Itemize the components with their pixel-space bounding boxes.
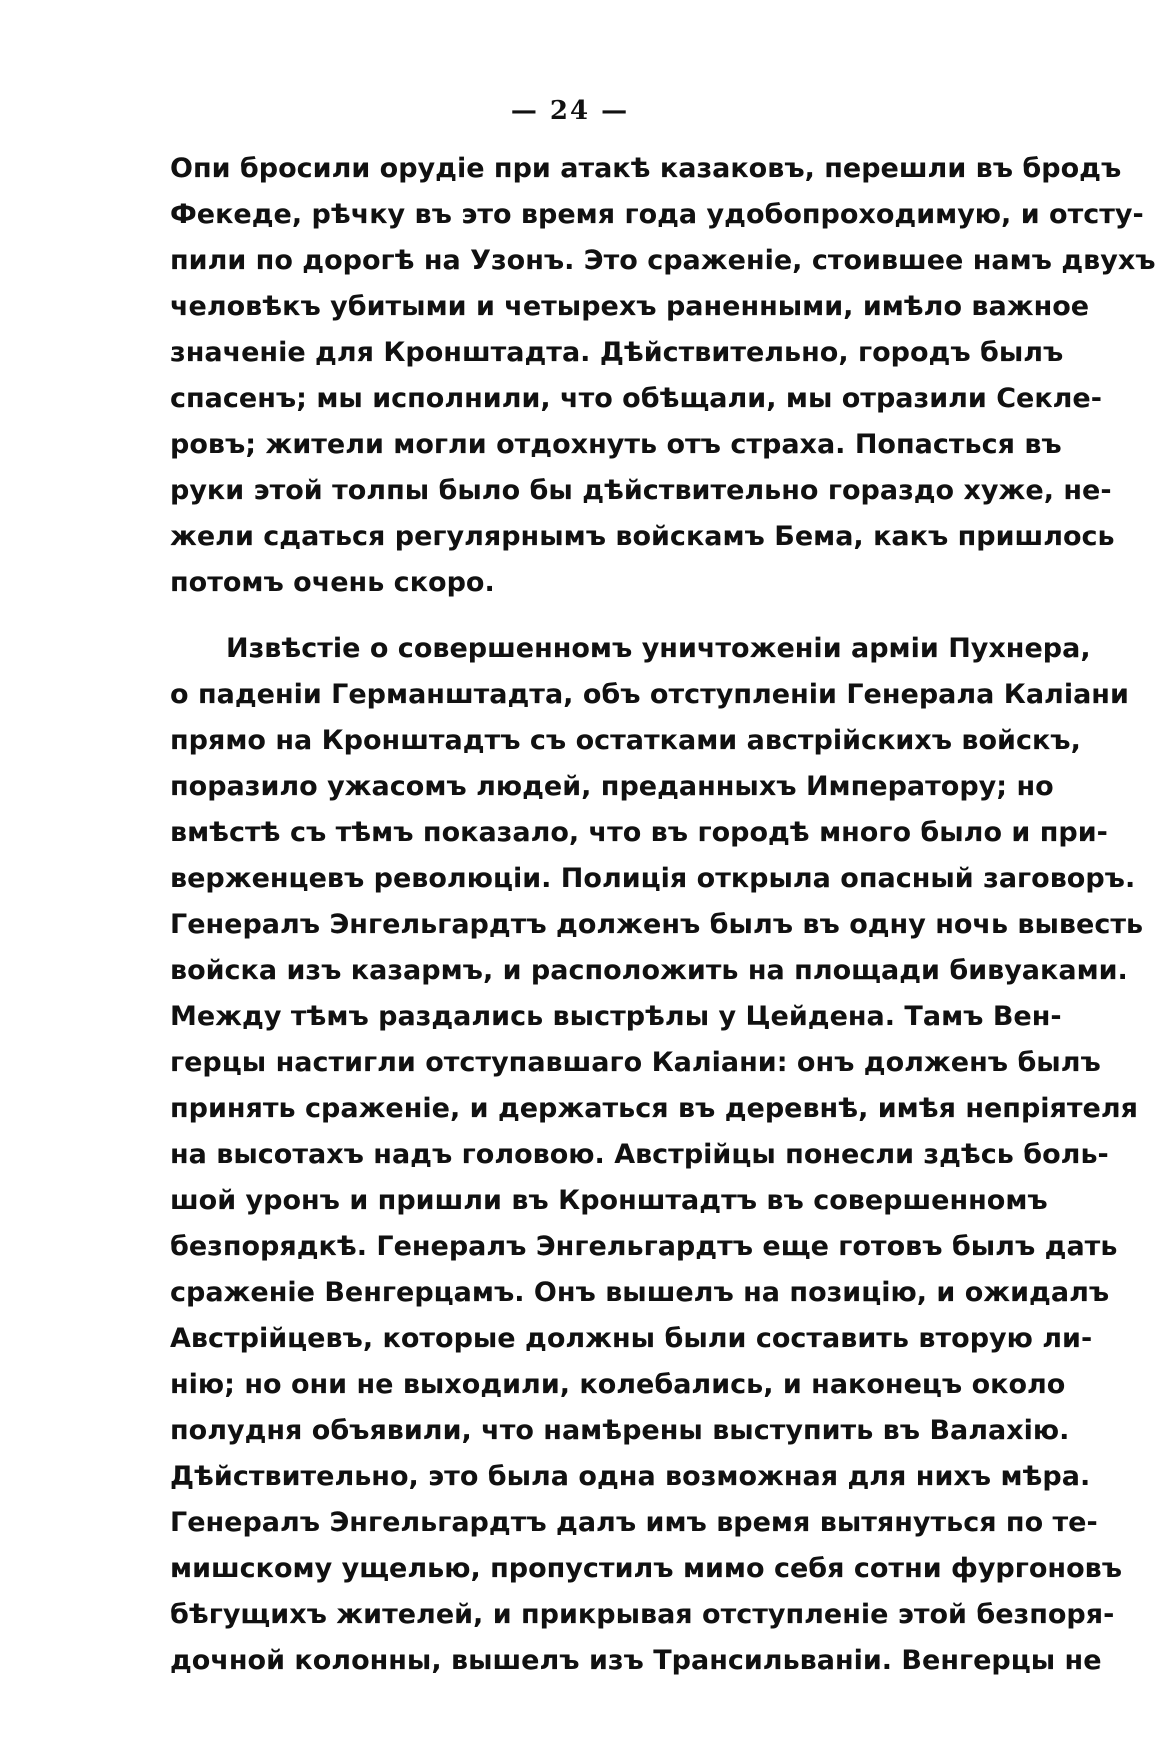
text-line: потомъ очень скоро. — [170, 567, 495, 598]
text-line: герцы настигли отступавшаго Каліани: онъ долженъ былъ — [170, 1047, 1101, 1078]
text-line: прямо на Кронштадтъ съ остатками австрійскихъ войскъ, — [170, 725, 1081, 756]
text-line: ровъ; жители могли отдохнуть отъ страха. Попасться въ — [170, 429, 1062, 460]
text-line: на высотахъ надъ головою. Австрійцы понесли здѣсь боль- — [170, 1139, 1109, 1170]
text-line: верженцевъ революціи. Полиція открыла опасный заговоръ. — [170, 863, 1136, 894]
body-text — [170, 146, 1156, 1684]
text-line: сраженіе Венгерцамъ. Онъ вышелъ на позицію, и ожидалъ — [170, 1277, 1110, 1308]
text-line: поразило ужасомъ людей, преданныхъ Императору; но — [170, 771, 1054, 802]
text-line: Австрійцевъ, которые должны были составить вторую ли- — [170, 1323, 1093, 1354]
text-line: нію; но они не выходили, колебались, и наконецъ около — [170, 1369, 1066, 1400]
text-line: дочной колонны, вышелъ изъ Трансильваніи. Венгерцы не — [170, 1645, 1102, 1676]
text-line: Генералъ Энгельгардтъ долженъ былъ въ одну ночь вывесть — [170, 909, 1144, 940]
text-line: Дѣйствительно, это была одна возможная для нихъ мѣра. — [170, 1461, 1091, 1492]
text-line: значеніе для Кронштадта. Дѣйствительно, городъ былъ — [170, 337, 1064, 368]
text-line: принять сраженіе, и держаться въ деревнѣ, имѣя непріятеля — [170, 1093, 1138, 1124]
text-line: вмѣстѣ съ тѣмъ показало, что въ городѣ много было и при- — [170, 817, 1108, 848]
text-line: спасенъ; мы исполнили, что обѣщали, мы отразили Секле- — [170, 383, 1102, 414]
text-line: пили по дорогѣ на Узонъ. Это сраженіе, стоившее намъ двухъ — [170, 245, 1156, 276]
text-line: полудня объявили, что намѣрены выступить въ Валахію. — [170, 1415, 1070, 1446]
text-line: Опи бросили орудіе при атакѣ казаковъ, перешли въ бродъ — [170, 153, 1122, 184]
paragraph-gap — [170, 606, 996, 626]
text-line: Фекеде, рѣчку въ это время года удобопроходимую, и отсту- — [170, 199, 1144, 230]
paragraph-1 — [170, 146, 1156, 606]
paragraph-2 — [170, 626, 1144, 1684]
text-line: жели сдаться регулярнымъ войскамъ Бема, какъ пришлось — [170, 521, 1115, 552]
text-line: войска изъ казармъ, и расположить на площади бивуаками. — [170, 955, 1128, 986]
text-line: о паденіи Германштадта, объ отступленіи Генерала Каліани — [170, 679, 1129, 710]
text-line: бѣгущихъ жителей, и прикрывая отступленіе этой безпоря- — [170, 1599, 1115, 1630]
text-line: Между тѣмъ раздались выстрѣлы у Цейдена. Тамъ Вен- — [170, 1001, 1062, 1032]
text-line: безпорядкѣ. Генералъ Энгельгардтъ еще готовъ былъ дать — [170, 1231, 1118, 1262]
text-line: Генералъ Энгельгардтъ далъ имъ время вытянуться по те- — [170, 1507, 1098, 1538]
text-line: руки этой толпы было бы дѣйствительно гораздо хуже, не- — [170, 475, 1112, 506]
text-line: человѣкъ убитыми и четырехъ раненными, имѣло важное — [170, 291, 1090, 322]
text-line: шой уронъ и пришли въ Кронштадтъ въ совершенномъ — [170, 1185, 1048, 1216]
page-number: — 24 — — [510, 96, 630, 126]
text-line: Извѣстіе о совершенномъ уничтоженіи арміи Пухнера, — [226, 633, 1091, 664]
text-line: мишскому ущелью, пропустилъ мимо себя сотни фургоновъ — [170, 1553, 1122, 1584]
